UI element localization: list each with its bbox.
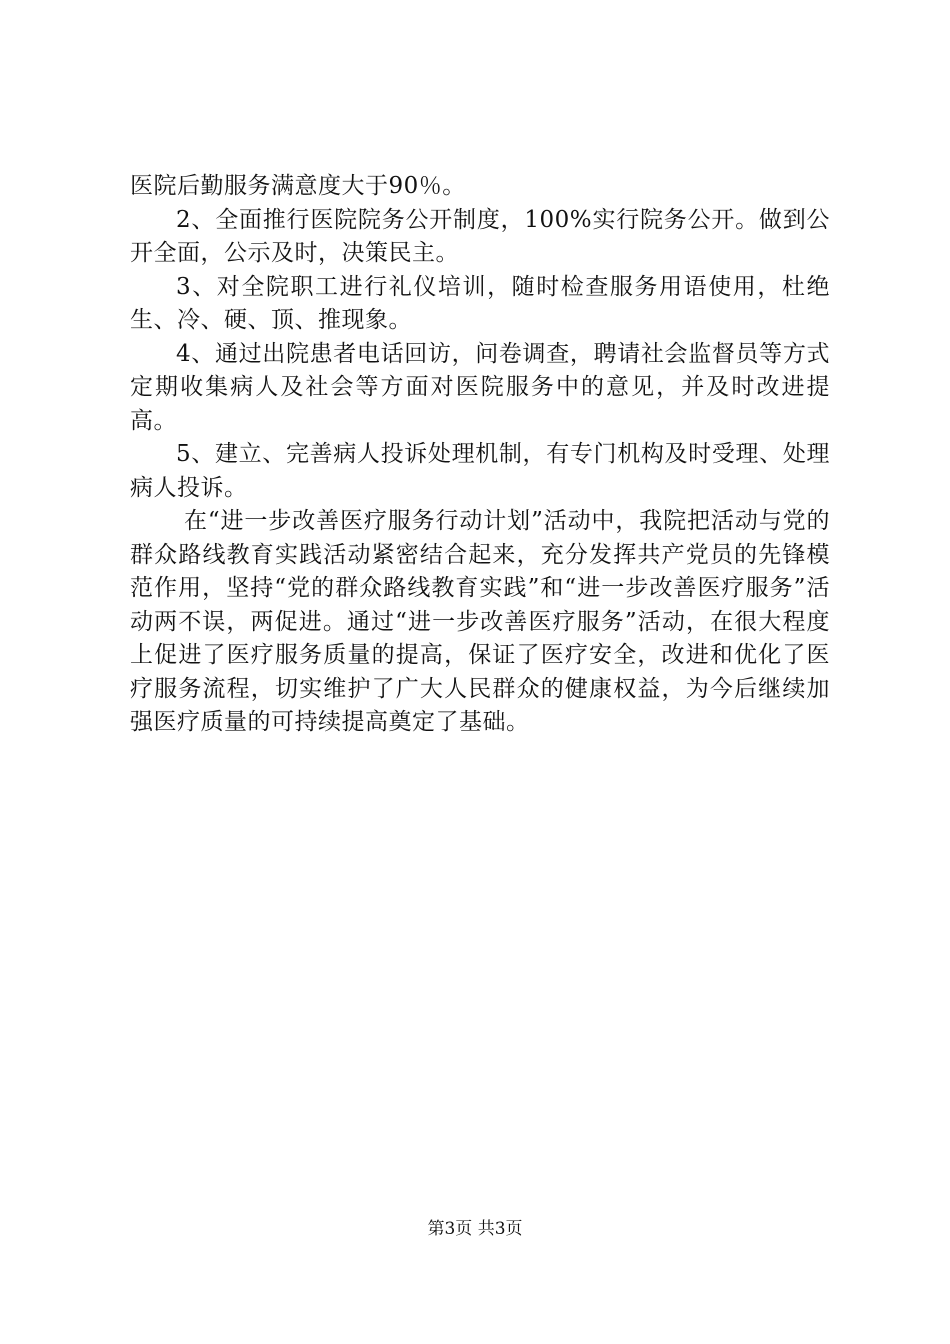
paragraph-item-3: 3、对全院职工进行礼仪培训，随时检查服务用语使用，杜绝生、冷、硬、顶、推现象。 <box>130 273 830 333</box>
paragraph-continuation: 医院后勤服务满意度大于90％。 <box>130 173 466 199</box>
paragraph-item-5: 5、建立、完善病人投诉处理机制，有专门机构及时受理、处理病人投诉。 <box>130 441 830 501</box>
page-number-footer: 第3页 共3页 <box>427 1219 523 1239</box>
paragraph-summary: 在“进一步改善医疗服务行动计划”活动中，我院把活动与党的群众路线教育实践活动紧密结合起来，充分发挥共产党员的先锋模范作用，坚持“党的群众路线教育实践”和“进一步改善医疗服务”活动两不误，两促进。通过“进一步改善医疗服务”活动，在很大程度上促进了医疗服务质量的提高，保证了医疗安全，改进和优化了医疗服务流程，切实维护了广大人民群众的健康权益，为今后继续加强医疗质量的可持续提高奠定了基础。 <box>130 508 830 735</box>
document-body <box>130 170 830 740</box>
paragraph-item-4: 4、通过出院患者电话回访，问卷调查，聘请社会监督员等方式定期收集病人及社会等方面对医院服务中的意见，并及时改进提高。 <box>130 340 830 434</box>
paragraph-item-2: 2、全面推行医院院务公开制度，100%实行院务公开。做到公开全面，公示及时，决策民主。 <box>130 206 830 266</box>
